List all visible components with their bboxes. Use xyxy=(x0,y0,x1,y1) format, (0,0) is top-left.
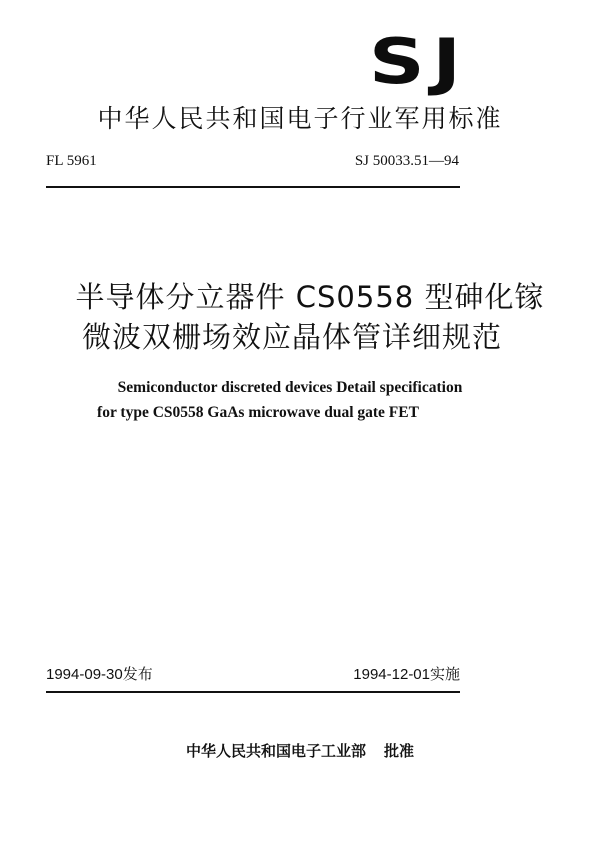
approval-line xyxy=(0,740,600,762)
title-cn-line-1: 半导体分立器件 CS0558 型砷化镓 xyxy=(75,280,545,314)
footer-divider xyxy=(46,691,460,693)
effective-date: 1994-12-01实施 xyxy=(353,666,460,683)
sj-logo: SJ xyxy=(368,25,469,98)
org-title: 中华人民共和国电子行业军用标准 xyxy=(97,104,503,133)
title-en-line-2: for type CS0558 GaAs microwave dual gate FET xyxy=(97,404,419,421)
approval-action: 批准 xyxy=(384,742,415,760)
issue-date: 1994-09-30发布 xyxy=(46,666,153,683)
title-cn-line-2: 微波双栅场效应晶体管详细规范 xyxy=(81,320,502,354)
title-en-line-1: Semiconductor discreted devices Detail specification xyxy=(117,379,463,396)
classification-code: FL 5961 xyxy=(46,153,97,169)
header-divider xyxy=(46,186,460,188)
approval-authority: 中华人民共和国电子工业部 xyxy=(185,742,366,760)
standard-number: SJ 50033.51—94 xyxy=(354,153,459,169)
